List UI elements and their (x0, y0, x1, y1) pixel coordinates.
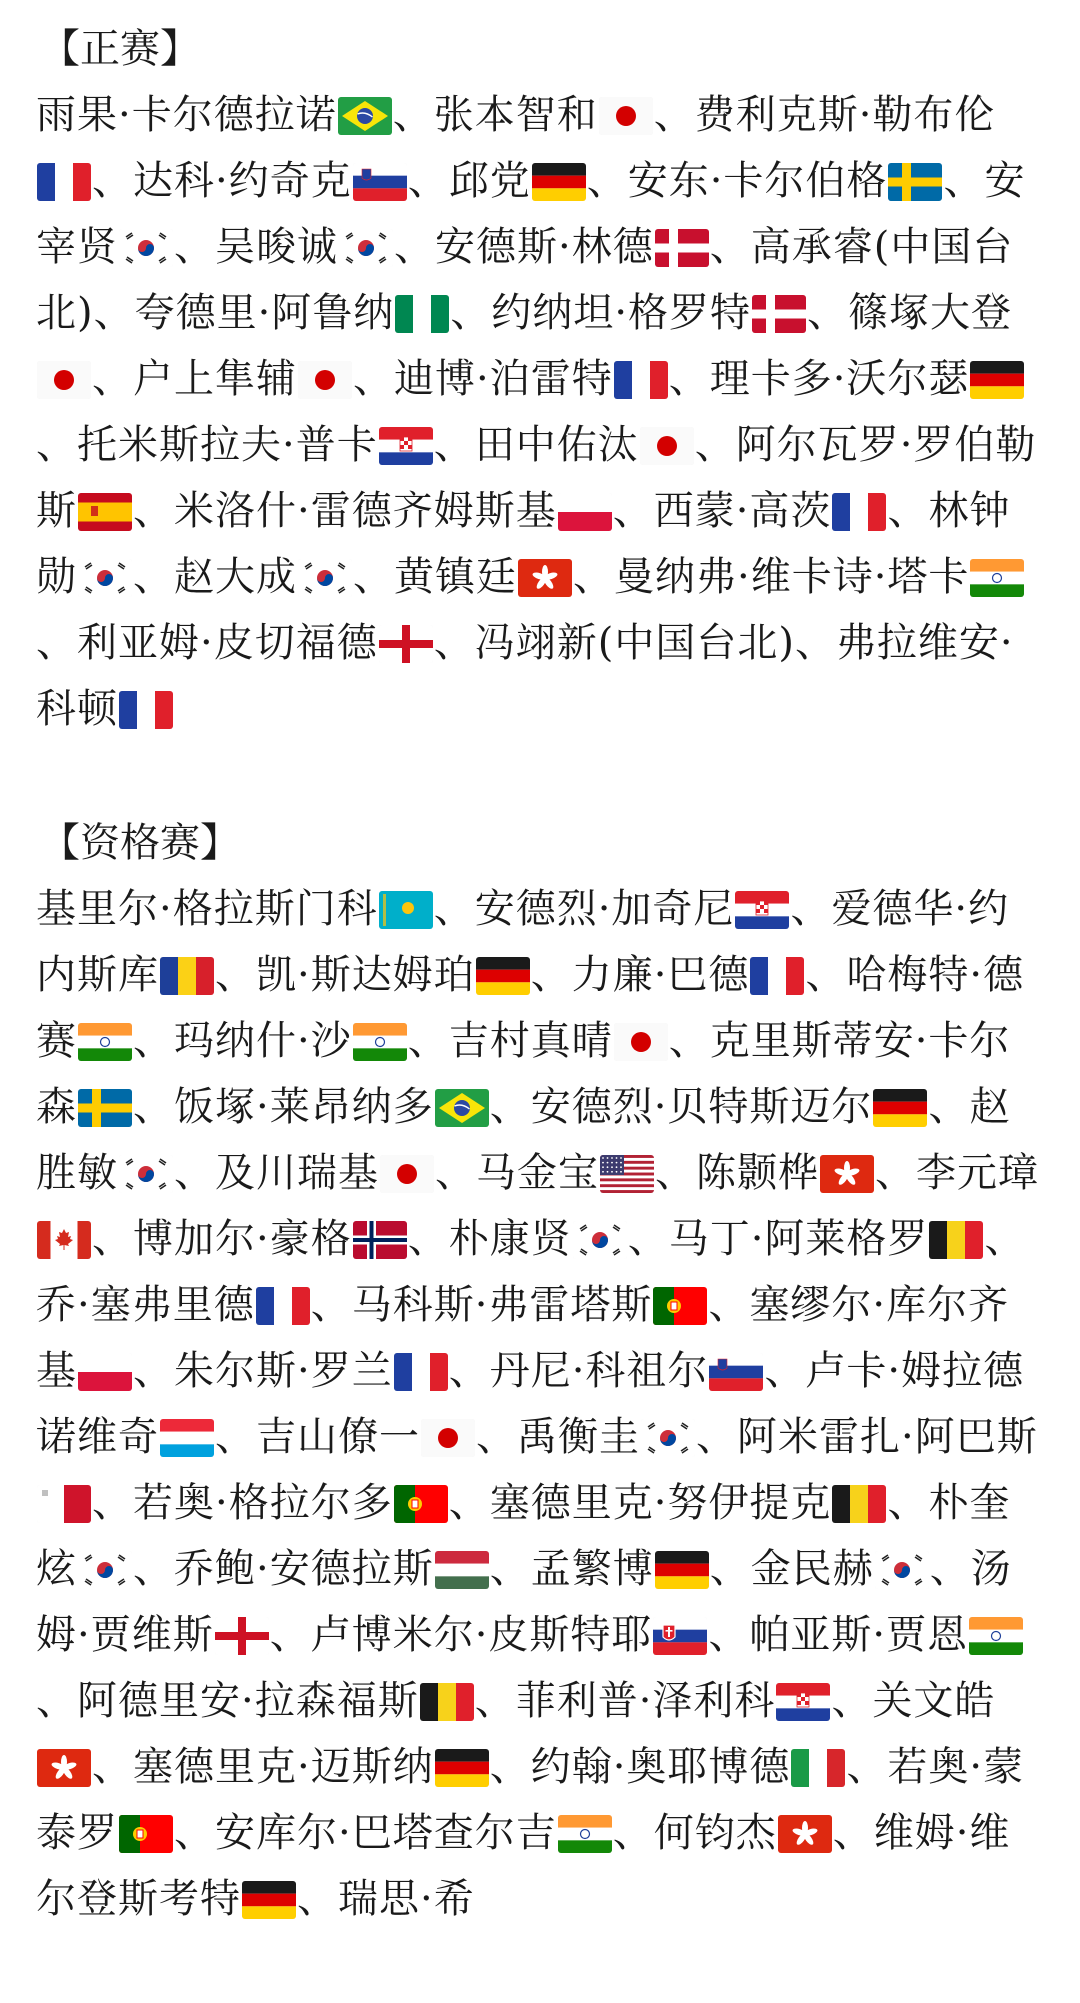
list-separator: 、 (708, 1612, 750, 1658)
germany-flag-icon (476, 957, 530, 995)
france-flag-icon (256, 1287, 310, 1325)
list-separator: 、 (297, 1876, 338, 1922)
korea-flag-icon (641, 1419, 695, 1457)
list-separator: 、 (489, 1744, 531, 1790)
list-separator: 、 (174, 1150, 215, 1196)
france-flag-icon (750, 957, 804, 995)
player-name: 阿米雷扎·阿巴斯 (737, 1414, 1038, 1460)
germany-flag-icon (873, 1089, 927, 1127)
list-separator: 、 (36, 422, 77, 468)
spain-flag-icon (78, 493, 132, 531)
player-name: 陈颢桦 (696, 1150, 819, 1196)
korea-flag-icon (298, 559, 352, 597)
section-heading-main-draw: 【正赛】 (40, 26, 200, 72)
list-separator: 、 (36, 620, 77, 666)
list-separator: 、 (653, 92, 695, 138)
sweden-flag-icon (888, 163, 942, 201)
player-name: 凯·斯达姆珀 (256, 952, 475, 998)
player-name: 帕亚斯·贾恩 (749, 1612, 969, 1658)
list-separator: 、 (133, 488, 174, 534)
list-separator: 、 (586, 158, 628, 204)
nigeria-flag-icon (395, 295, 449, 333)
kazakhstan-flag-icon (379, 891, 433, 929)
player-name: 高承睿(中国台北) (36, 224, 1014, 336)
list-separator: 、 (696, 1414, 737, 1460)
croatia-flag-icon (776, 1683, 830, 1721)
player-name: 朴康贤 (448, 1216, 572, 1262)
player-name: 丹尼·科祖尔 (489, 1348, 709, 1394)
england-flag-icon (215, 1617, 269, 1655)
player-name: 马金宝 (476, 1150, 599, 1196)
player-name: 吴晙诚 (215, 224, 338, 270)
player-name: 及川瑞基 (215, 1150, 379, 1196)
player-name: 塞德里克·努伊提克 (489, 1480, 832, 1526)
list-separator: 、 (435, 1150, 476, 1196)
list-separator: 、 (668, 1018, 710, 1064)
list-separator: 、 (709, 224, 751, 270)
player-name: 理卡多·沃尔瑟 (709, 356, 970, 402)
list-separator: 、 (174, 224, 215, 270)
japan-flag-icon (599, 97, 653, 135)
list-separator: 、 (709, 1546, 751, 1592)
list-separator: 、 (133, 554, 174, 600)
player-name: 基里尔·格拉斯门科 (36, 886, 378, 932)
player-name: 朱尔斯·罗兰 (174, 1348, 393, 1394)
slovakia-flag-icon (653, 1617, 707, 1655)
player-list-main-draw (36, 82, 1046, 742)
player-name: 饭塚·莱昂纳多 (174, 1084, 434, 1130)
list-separator: 、 (489, 1084, 531, 1130)
list-separator: 、 (668, 356, 710, 402)
player-name: 约翰·奥耶博德 (530, 1744, 791, 1790)
list-separator: 、 (133, 1018, 174, 1064)
list-separator: 、 (887, 1480, 929, 1526)
japan-flag-icon (298, 361, 352, 399)
list-separator: 、 (407, 1018, 449, 1064)
player-name: 阿尔瓦罗·罗伯勒斯 (36, 422, 1037, 534)
list-separator: 、 (943, 158, 985, 204)
luxembourg-flag-icon (160, 1419, 214, 1457)
player-name: 吉村真晴 (448, 1018, 613, 1064)
player-name: 西蒙·高茨 (653, 488, 832, 534)
list-separator: 、 (310, 1282, 352, 1328)
list-separator: 、 (215, 952, 256, 998)
italy-flag-icon (791, 1749, 845, 1787)
player-name: 赵大成 (174, 554, 297, 600)
france-flag-icon (119, 691, 173, 729)
list-separator: 、 (133, 1546, 174, 1592)
belgium-flag-icon (929, 1221, 983, 1259)
list-separator: 、 (474, 1678, 516, 1724)
player-name: 孟繁博 (530, 1546, 654, 1592)
player-name: 雨果·卡尔德拉诺 (36, 92, 337, 138)
list-separator: 、 (353, 554, 394, 600)
player-name: 户上隼辅 (133, 356, 297, 402)
list-separator: 、 (708, 1282, 750, 1328)
korea-flag-icon (119, 1155, 173, 1193)
japan-flag-icon (421, 1419, 475, 1457)
sweden-flag-icon (78, 1089, 132, 1127)
korea-flag-icon (119, 229, 173, 267)
player-name: 夸德里·阿鲁纳 (134, 290, 395, 336)
list-separator: 、 (764, 1348, 806, 1394)
india-flag-icon (558, 1815, 612, 1853)
player-name: 弗拉维安·科顿 (36, 620, 1014, 732)
germany-flag-icon (655, 1551, 709, 1589)
romania-flag-icon (160, 957, 214, 995)
belgium-flag-icon (832, 1485, 886, 1523)
player-name: 朴奎炫 (36, 1480, 1011, 1592)
player-name: 赵胜敏 (36, 1084, 1011, 1196)
list-separator: 、 (92, 1216, 133, 1262)
player-name: 禹衡圭 (517, 1414, 640, 1460)
india-flag-icon (970, 559, 1024, 597)
list-separator: 、 (612, 488, 654, 534)
list-separator: 、 (353, 356, 394, 402)
player-name: 田中佑汰 (474, 422, 639, 468)
portugal-flag-icon (653, 1287, 707, 1325)
slovenia-flag-icon (353, 163, 407, 201)
list-separator: 、 (832, 1810, 874, 1856)
list-separator: 、 (92, 356, 133, 402)
player-name: 冯翊新(中国台北) (474, 620, 795, 666)
list-separator: 、 (627, 1216, 669, 1262)
list-separator: 、 (92, 1744, 133, 1790)
poland-flag-icon (78, 1353, 132, 1391)
list-separator: 、 (612, 1810, 654, 1856)
malta-flag-icon (37, 1485, 91, 1523)
list-separator: 、 (392, 92, 434, 138)
list-separator: 、 (448, 1480, 490, 1526)
canada-flag-icon (37, 1221, 91, 1259)
list-separator: 、 (928, 1084, 970, 1130)
hongkong-flag-icon (778, 1815, 832, 1853)
player-name: 米洛什·雷德齐姆斯基 (174, 488, 557, 534)
player-name: 关文皓 (872, 1678, 996, 1724)
list-separator: 、 (407, 158, 449, 204)
list-separator: 、 (174, 1810, 215, 1856)
list-separator: 、 (407, 1216, 449, 1262)
player-name: 邱党 (448, 158, 531, 204)
japan-flag-icon (614, 1023, 668, 1061)
player-name: 塞德里克·迈斯纳 (133, 1744, 434, 1790)
list-separator: 、 (805, 952, 847, 998)
list-separator: 、 (394, 224, 435, 270)
list-separator: 、 (489, 1546, 531, 1592)
player-name: 玛纳什·沙 (174, 1018, 352, 1064)
player-name: 安德斯·林德 (435, 224, 654, 270)
player-name: 安德烈·加奇尼 (474, 886, 735, 932)
player-name: 约纳坦·格罗特 (491, 290, 752, 336)
player-name: 卢卡·姆拉德诺维奇 (36, 1348, 1025, 1460)
france-flag-icon (37, 163, 91, 201)
player-name: 乔·塞弗里德 (36, 1282, 255, 1328)
belgium-flag-icon (420, 1683, 474, 1721)
list-separator: 、 (694, 422, 736, 468)
slovenia-flag-icon (709, 1353, 763, 1391)
list-separator: 、 (655, 1150, 696, 1196)
list-separator: 、 (433, 886, 475, 932)
player-name: 若奥·格拉尔多 (133, 1480, 393, 1526)
player-name: 爱德华·约内斯库 (36, 886, 1010, 998)
list-separator: 、 (875, 1150, 916, 1196)
germany-flag-icon (532, 163, 586, 201)
portugal-flag-icon (394, 1485, 448, 1523)
player-name: 卢博米尔·皮斯特耶 (310, 1612, 653, 1658)
player-name: 吉山僚一 (256, 1414, 420, 1460)
player-name: 托米斯拉夫·普卡 (77, 422, 378, 468)
japan-flag-icon (640, 427, 694, 465)
player-name: 张本智和 (433, 92, 598, 138)
player-name: 马科斯·弗雷塔斯 (351, 1282, 653, 1328)
hungary-flag-icon (435, 1551, 489, 1589)
list-separator: 、 (433, 422, 475, 468)
denmark-flag-icon (655, 229, 709, 267)
list-separator: 、 (215, 1414, 256, 1460)
india-flag-icon (969, 1617, 1023, 1655)
france-flag-icon (832, 493, 886, 531)
list-separator: 、 (450, 290, 492, 336)
list-separator: 、 (794, 620, 836, 666)
player-name: 安德烈·贝特斯迈尔 (530, 1084, 873, 1130)
croatia-flag-icon (379, 427, 433, 465)
player-name: 安东·卡尔伯格 (627, 158, 888, 204)
list-separator: 、 (929, 1546, 971, 1592)
japan-flag-icon (380, 1155, 434, 1193)
player-name: 瑞思·希 (338, 1876, 475, 1922)
germany-flag-icon (242, 1881, 296, 1919)
germany-flag-icon (970, 361, 1024, 399)
player-name: 力廉·巴德 (571, 952, 750, 998)
player-name: 阿德里安·拉森福斯 (77, 1678, 419, 1724)
player-name: 克里斯蒂安·卡尔森 (36, 1018, 1011, 1130)
player-name: 安库尔·巴塔查尔吉 (215, 1810, 557, 1856)
brazil-flag-icon (435, 1089, 489, 1127)
player-name: 李元璋 (916, 1150, 1039, 1196)
india-flag-icon (78, 1023, 132, 1061)
player-name: 汤姆·贾维斯 (36, 1546, 1012, 1658)
list-separator: 、 (92, 158, 133, 204)
player-name: 迪博·泊雷特 (394, 356, 613, 402)
player-name: 林钟勋 (36, 488, 1011, 600)
player-name: 何钧杰 (653, 1810, 777, 1856)
france-flag-icon (614, 361, 668, 399)
portugal-flag-icon (119, 1815, 173, 1853)
japan-flag-icon (37, 361, 91, 399)
korea-flag-icon (78, 559, 132, 597)
list-separator: 、 (36, 1678, 77, 1724)
india-flag-icon (353, 1023, 407, 1061)
hongkong-flag-icon (820, 1155, 874, 1193)
player-name: 黄镇廷 (394, 554, 517, 600)
poland-flag-icon (558, 493, 612, 531)
norway-flag-icon (353, 1221, 407, 1259)
list-separator: 、 (831, 1678, 873, 1724)
player-name: 利亚姆·皮切福德 (77, 620, 378, 666)
player-name: 若奥·蒙泰罗 (36, 1744, 1025, 1856)
player-name: 维姆·维尔登斯考特 (36, 1810, 1011, 1922)
denmark-flag-icon (752, 295, 806, 333)
list-separator: 、 (92, 1480, 133, 1526)
player-name: 马丁·阿莱格罗 (668, 1216, 929, 1262)
korea-flag-icon (573, 1221, 627, 1259)
list-separator: 、 (133, 1084, 174, 1130)
korea-flag-icon (339, 229, 393, 267)
korea-flag-icon (78, 1551, 132, 1589)
usa-flag-icon (600, 1155, 654, 1193)
player-name: 曼纳弗·维卡诗·塔卡 (614, 554, 970, 600)
list-separator: 、 (269, 1612, 311, 1658)
list-separator: 、 (133, 1348, 174, 1394)
player-name: 达科·约奇克 (133, 158, 352, 204)
player-name: 金民赫 (750, 1546, 874, 1592)
player-name: 塞缪尔·库尔齐基 (36, 1282, 1010, 1394)
section-main-draw (36, 16, 1046, 742)
player-name: 篠塚大登 (848, 290, 1013, 336)
list-separator: 、 (807, 290, 849, 336)
list-separator: 、 (790, 886, 832, 932)
player-name: 博加尔·豪格 (133, 1216, 352, 1262)
list-separator: 、 (93, 290, 135, 336)
hongkong-flag-icon (37, 1749, 91, 1787)
list-separator: 、 (476, 1414, 517, 1460)
list-separator: 、 (846, 1744, 888, 1790)
england-flag-icon (379, 625, 433, 663)
player-name: 乔鲍·安德拉斯 (174, 1546, 434, 1592)
croatia-flag-icon (735, 891, 789, 929)
player-name: 费利克斯·勒布伦 (694, 92, 996, 138)
korea-flag-icon (875, 1551, 929, 1589)
list-separator: 、 (573, 554, 614, 600)
list-separator: 、 (433, 620, 475, 666)
section-qualifying (36, 810, 1046, 1932)
germany-flag-icon (435, 1749, 489, 1787)
list-separator: 、 (984, 1216, 1026, 1262)
list-separator: 、 (887, 488, 929, 534)
section-heading-qualifying: 【资格赛】 (40, 820, 240, 866)
player-list-qualifying (36, 876, 1046, 1932)
player-name: 安宰贤 (36, 158, 1026, 270)
list-separator: 、 (530, 952, 572, 998)
player-name: 菲利普·泽利科 (515, 1678, 776, 1724)
player-name: 哈梅特·德赛 (36, 952, 1025, 1064)
list-separator: 、 (448, 1348, 490, 1394)
hongkong-flag-icon (518, 559, 572, 597)
france-flag-icon (394, 1353, 448, 1391)
brazil-flag-icon (338, 97, 392, 135)
